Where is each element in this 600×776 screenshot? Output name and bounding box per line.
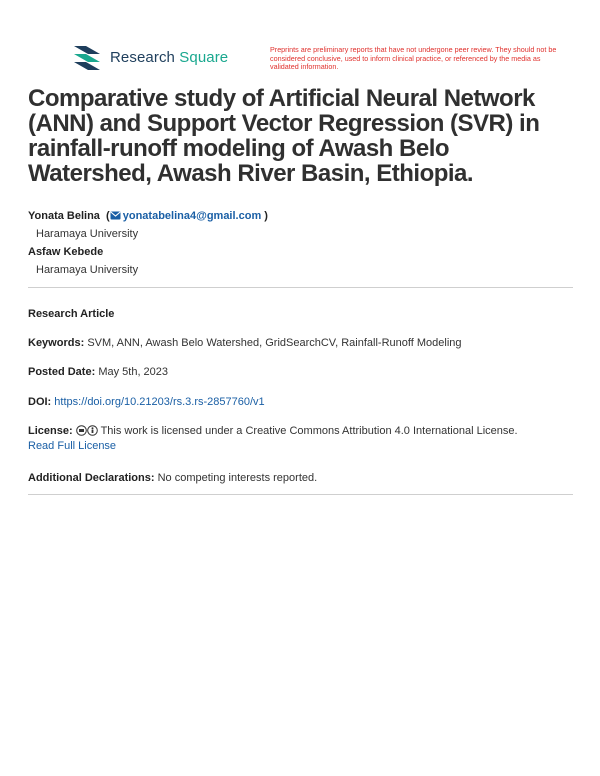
keywords-value: SVM, ANN, Awash Belo Watershed, GridSearchCV, Rainfall-Runoff Modeling	[87, 337, 462, 349]
divider	[28, 287, 573, 288]
brand-name: Research Square	[110, 48, 229, 66]
license-text: This work is licensed under a Creative Commons Attribution 4.0 International License.	[100, 425, 518, 437]
preprint-disclaimer: Preprints are preliminary reports that have not undergone peer review. They should not be considered conclusive, used to inform clinical practice, or referenced by the media as validated information.	[270, 45, 557, 72]
paper-title: Comparative study of Artificial Neural Network (ANN) and Support Vector Regression (SVR) in rainfall-runoff modeling of Awash Belo Watershed, Awash River Basin, Ethiopia.	[28, 85, 540, 187]
author-affiliation: Haramaya University	[36, 228, 139, 240]
keywords-row: Keywords: SVM, ANN, Awash Belo Watershed, GridSearchCV, Rainfall-Runoff Modeling	[28, 337, 462, 349]
posted-date-value: May 5th, 2023	[98, 366, 169, 378]
posted-date-row: Posted Date: May 5th, 2023	[28, 366, 169, 378]
research-square-logo-icon	[72, 44, 102, 70]
author-entry: Yonata Belina ( yonatabelina4@gmail.com )	[28, 210, 268, 222]
article-type: Research Article	[28, 308, 115, 320]
research-square-brand[interactable]	[72, 44, 228, 70]
read-full-license-link[interactable]: Read Full License	[28, 440, 117, 452]
cc-icon	[76, 425, 87, 436]
declarations-value: No competing interests reported.	[157, 472, 318, 484]
license-row: License: This work is licensed under a Creative Commons Attribution 4.0 International License. Read Full License	[28, 425, 518, 452]
divider	[28, 494, 573, 495]
author-name: Asfaw Kebede	[28, 246, 104, 258]
author-affiliation: Haramaya University	[36, 264, 139, 276]
declarations-row: Additional Declarations: No competing interests reported.	[28, 472, 318, 484]
cc-by-icon	[87, 425, 98, 436]
author-name: Yonata Belina	[28, 210, 100, 222]
doi-row: DOI: https://doi.org/10.21203/rs.3.rs-2857760/v1	[28, 396, 265, 408]
envelope-icon	[110, 211, 121, 220]
author-list	[28, 207, 268, 279]
doi-link[interactable]: https://doi.org/10.21203/rs.3.rs-2857760/v1	[54, 396, 265, 408]
author-email-link[interactable]: yonatabelina4@gmail.com	[122, 210, 262, 222]
